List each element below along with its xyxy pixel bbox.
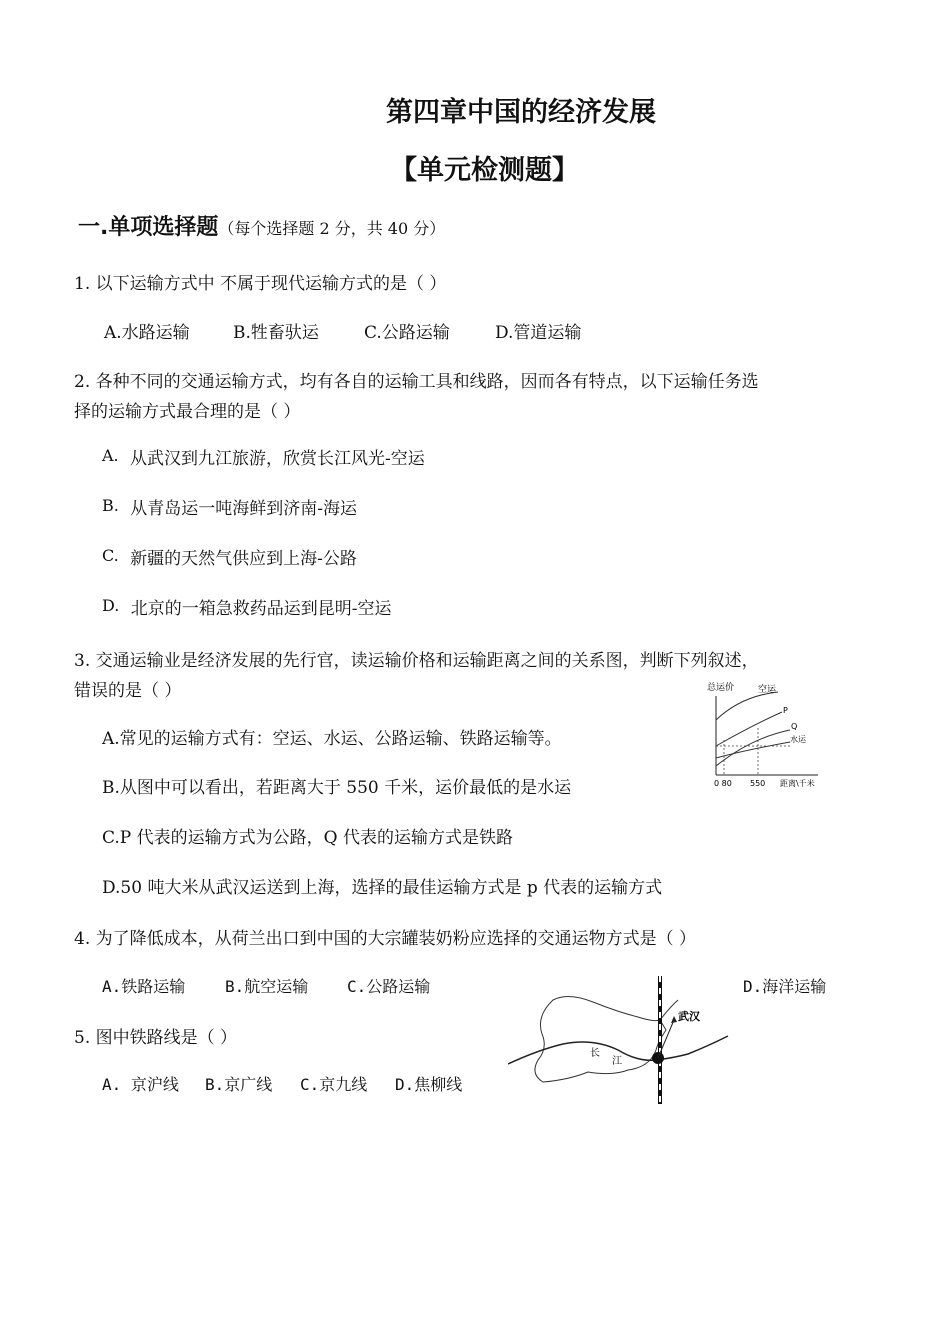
chart-tick-0-80: 0 80 xyxy=(714,779,732,788)
q3-option-b: B.从图中可以看出，若距离大于 550 千米，运价最低的是水运 xyxy=(102,778,572,798)
q2-option-b xyxy=(102,494,357,519)
question-2-line-1: 2. 各种不同的交通运输方式，均有各自的运输工具和线路，因而各有特点，以下运输任务选 xyxy=(74,372,759,392)
q4-option-d: D.海洋运输 xyxy=(743,977,827,996)
boundary-north xyxy=(660,1000,678,1020)
chart-p-label: P xyxy=(783,706,788,715)
q4-option-c: C.公路运输 xyxy=(347,977,431,996)
chart-q-line xyxy=(716,730,790,766)
question-4: 4. 为了降低成本，从荷兰出口到中国的大宗罐装奶粉应选择的交通运物方式是（ ） xyxy=(74,929,697,949)
chart-q-label: Q xyxy=(791,722,798,731)
q2-option-c-text: 新疆的天然气供应到上海-公路 xyxy=(130,549,357,569)
q2-option-c-label: C. xyxy=(102,546,119,565)
chart-tick-550: 550 xyxy=(750,779,766,788)
q1-option-c: C.公路运输 xyxy=(364,323,450,343)
chart-xlabel: 距离\千米 xyxy=(780,779,815,788)
q4-option-a: A.铁路运输 xyxy=(102,977,186,996)
section-note: （每个选择题 2 分，共 40 分） xyxy=(218,219,446,238)
q5-option-d: D.焦柳线 xyxy=(395,1075,463,1094)
q1-option-a: A.水路运输 xyxy=(104,323,190,343)
page-subtitle: 【单元检测题】 xyxy=(390,155,579,186)
chart-ylabel: 总运价 xyxy=(707,683,735,693)
q5-option-a: A. 京沪线 xyxy=(102,1075,179,1094)
q2-option-a-text: 从武汉到九江旅游，欣赏长江风光-空运 xyxy=(130,449,425,469)
chart-water-label: 水运 xyxy=(790,735,806,744)
chart-air-label: 空运 xyxy=(758,685,777,695)
question-1: 1. 以下运输方式中 不属于现代运输方式的是（ ） xyxy=(74,274,447,294)
map-river-label-1: 长 xyxy=(590,1048,600,1059)
freight-rate-chart xyxy=(706,680,836,792)
q2-option-d-label: D. xyxy=(102,596,120,615)
q4-option-b: B.航空运输 xyxy=(225,977,309,996)
page-title: 第四章中国的经济发展 xyxy=(386,97,656,128)
province-boundary xyxy=(535,996,666,1082)
question-5: 5. 图中铁路线是（ ） xyxy=(74,1028,238,1048)
q2-option-a-label: A. xyxy=(102,446,119,465)
chart-water-line xyxy=(716,742,790,758)
question-3-line-1: 3. 交通运输业是经济发展的先行官，读运输价格和运输距离之间的关系图，判断下列叙述， xyxy=(74,651,759,671)
q1-option-b: B.牲畜驮运 xyxy=(233,323,319,343)
q3-option-d: D.50 吨大米从武汉运送到上海，选择的最佳运输方式是 p 代表的运输方式 xyxy=(102,878,663,898)
q2-option-c xyxy=(102,544,357,569)
arrow-head-icon xyxy=(671,1016,677,1023)
q5-option-b: B.京广线 xyxy=(205,1075,273,1094)
q3-option-a: A.常见的运输方式有：空运、水运、公路运输、铁路运输等。 xyxy=(102,729,562,749)
q3-option-c: C.P 代表的运输方式为公路，Q 代表的运输方式是铁路 xyxy=(102,828,513,848)
q5-option-c: C.京九线 xyxy=(300,1075,368,1094)
question-2-line-2: 择的运输方式最合理的是（ ） xyxy=(74,402,301,422)
railway-map xyxy=(508,972,730,1107)
chart-air-line xyxy=(716,692,778,720)
q2-option-d xyxy=(102,594,392,619)
map-river-label-2: 江 xyxy=(612,1056,622,1067)
q2-option-b-label: B. xyxy=(102,496,119,515)
q2-option-d-text: 北京的一箱急救药品运到昆明-空运 xyxy=(130,599,392,619)
q2-option-b-text: 从青岛运一吨海鲜到济南-海运 xyxy=(130,499,357,519)
map-city-label: 武汉 xyxy=(678,1010,700,1023)
chart-p-line xyxy=(716,712,782,746)
section-title: 一.单项选择题 xyxy=(78,215,219,240)
q2-option-a xyxy=(102,444,425,469)
section-heading xyxy=(78,210,445,241)
question-3-line-2: 错误的是（ ） xyxy=(74,681,182,701)
q1-option-d: D.管道运输 xyxy=(495,323,582,343)
